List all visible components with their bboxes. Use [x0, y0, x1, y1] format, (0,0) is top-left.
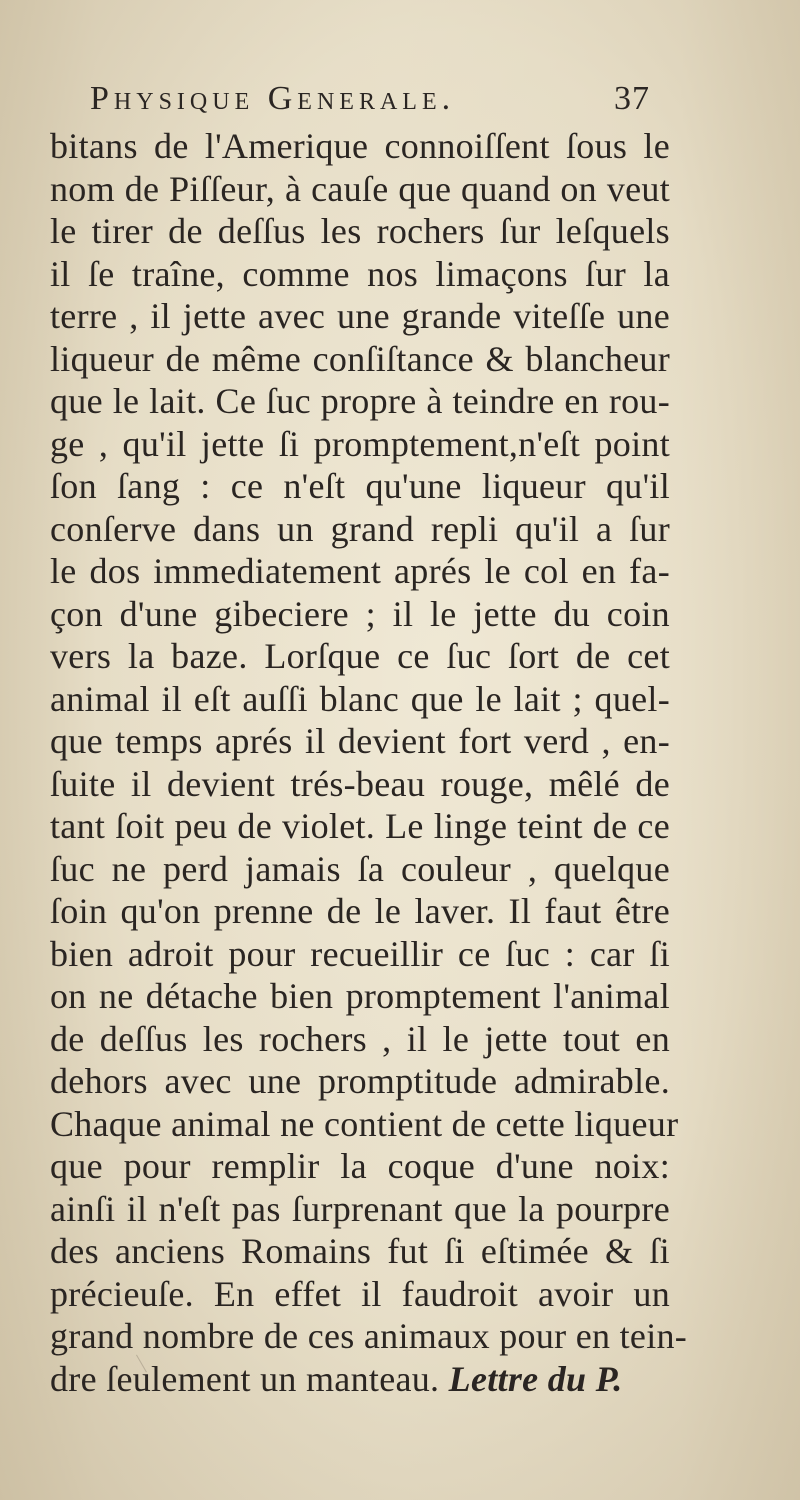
text-line: animal il eſt auſſi blanc que le lait ; quel- — [50, 678, 670, 719]
text-line: bitans de l'Amerique connoiſſent ſous le — [50, 126, 670, 166]
body-text — [50, 125, 688, 1400]
page-number: 37 — [614, 80, 650, 117]
text-line: ge , qu'il jette ſi promptement,n'eſt point — [50, 423, 670, 464]
text-line: çon d'une gibeciere ; il le jette du coin — [50, 593, 670, 634]
text-line: Chaque animal ne contient de cette liqueur — [50, 1103, 679, 1144]
text-line: précieuſe. En effet il faudroit avoir un — [50, 1273, 670, 1314]
text-line: que le lait. Ce ſuc propre à teindre en rou- — [50, 381, 670, 421]
text-line: bien adroit pour recueillir ce ſuc : car ſi — [50, 933, 670, 974]
text-line: conſerve dans un grand repli qu'il a ſur — [50, 508, 670, 549]
text-line: de deſſus les rochers , il le jette tout en — [50, 1018, 670, 1059]
text-line: nom de Piſſeur, à cauſe que quand on veut — [50, 168, 670, 209]
text-line: le dos immediatement aprés le col en fa- — [50, 551, 670, 591]
running-head — [90, 80, 650, 124]
text-line: que temps aprés il devient fort verd , en- — [50, 721, 670, 761]
text-line: des anciens Romains fut ſi eſtimée & ſi — [50, 1231, 670, 1271]
text-line: liqueur de même conſiſtance & blancheur — [50, 338, 670, 379]
text-line: tant ſoit peu de violet. Le linge teint de ce — [50, 806, 670, 846]
running-head-title: Physique Generale. — [90, 80, 456, 117]
text-line: que pour remplir la coque d'une noix: — [50, 1146, 670, 1186]
text-line: grand nombre de ces animaux pour en tein- — [50, 1316, 688, 1356]
text-line: ſuite il devient trés-beau rouge, mêlé de — [50, 763, 670, 804]
text-line: le tirer de deſſus les rochers ſur leſquels — [50, 211, 670, 251]
text-line: ſoin qu'on prenne de le laver. Il faut être — [50, 891, 670, 931]
catchword-italic: Lettre du P. — [448, 1358, 623, 1399]
text-line: vers la baze. Lorſque ce ſuc ſort de cet — [50, 636, 670, 676]
text-line: ainſi il n'eſt pas ſurprenant que la pourpre — [50, 1188, 670, 1229]
text-line: terre , il jette avec une grande viteſſe une — [50, 296, 670, 336]
text-line: dehors avec une promptitude admirable. — [50, 1061, 670, 1101]
text-line: on ne détache bien promptement l'animal — [50, 976, 670, 1016]
text-line: ſuc ne perd jamais ſa couleur , quelque — [50, 848, 670, 889]
text-line: ſon ſang : ce n'eſt qu'une liqueur qu'il — [50, 466, 670, 506]
text-line: il ſe traîne, comme nos limaçons ſur la — [50, 253, 670, 294]
last-line-text: dre ſeulement un manteau. — [50, 1358, 440, 1399]
